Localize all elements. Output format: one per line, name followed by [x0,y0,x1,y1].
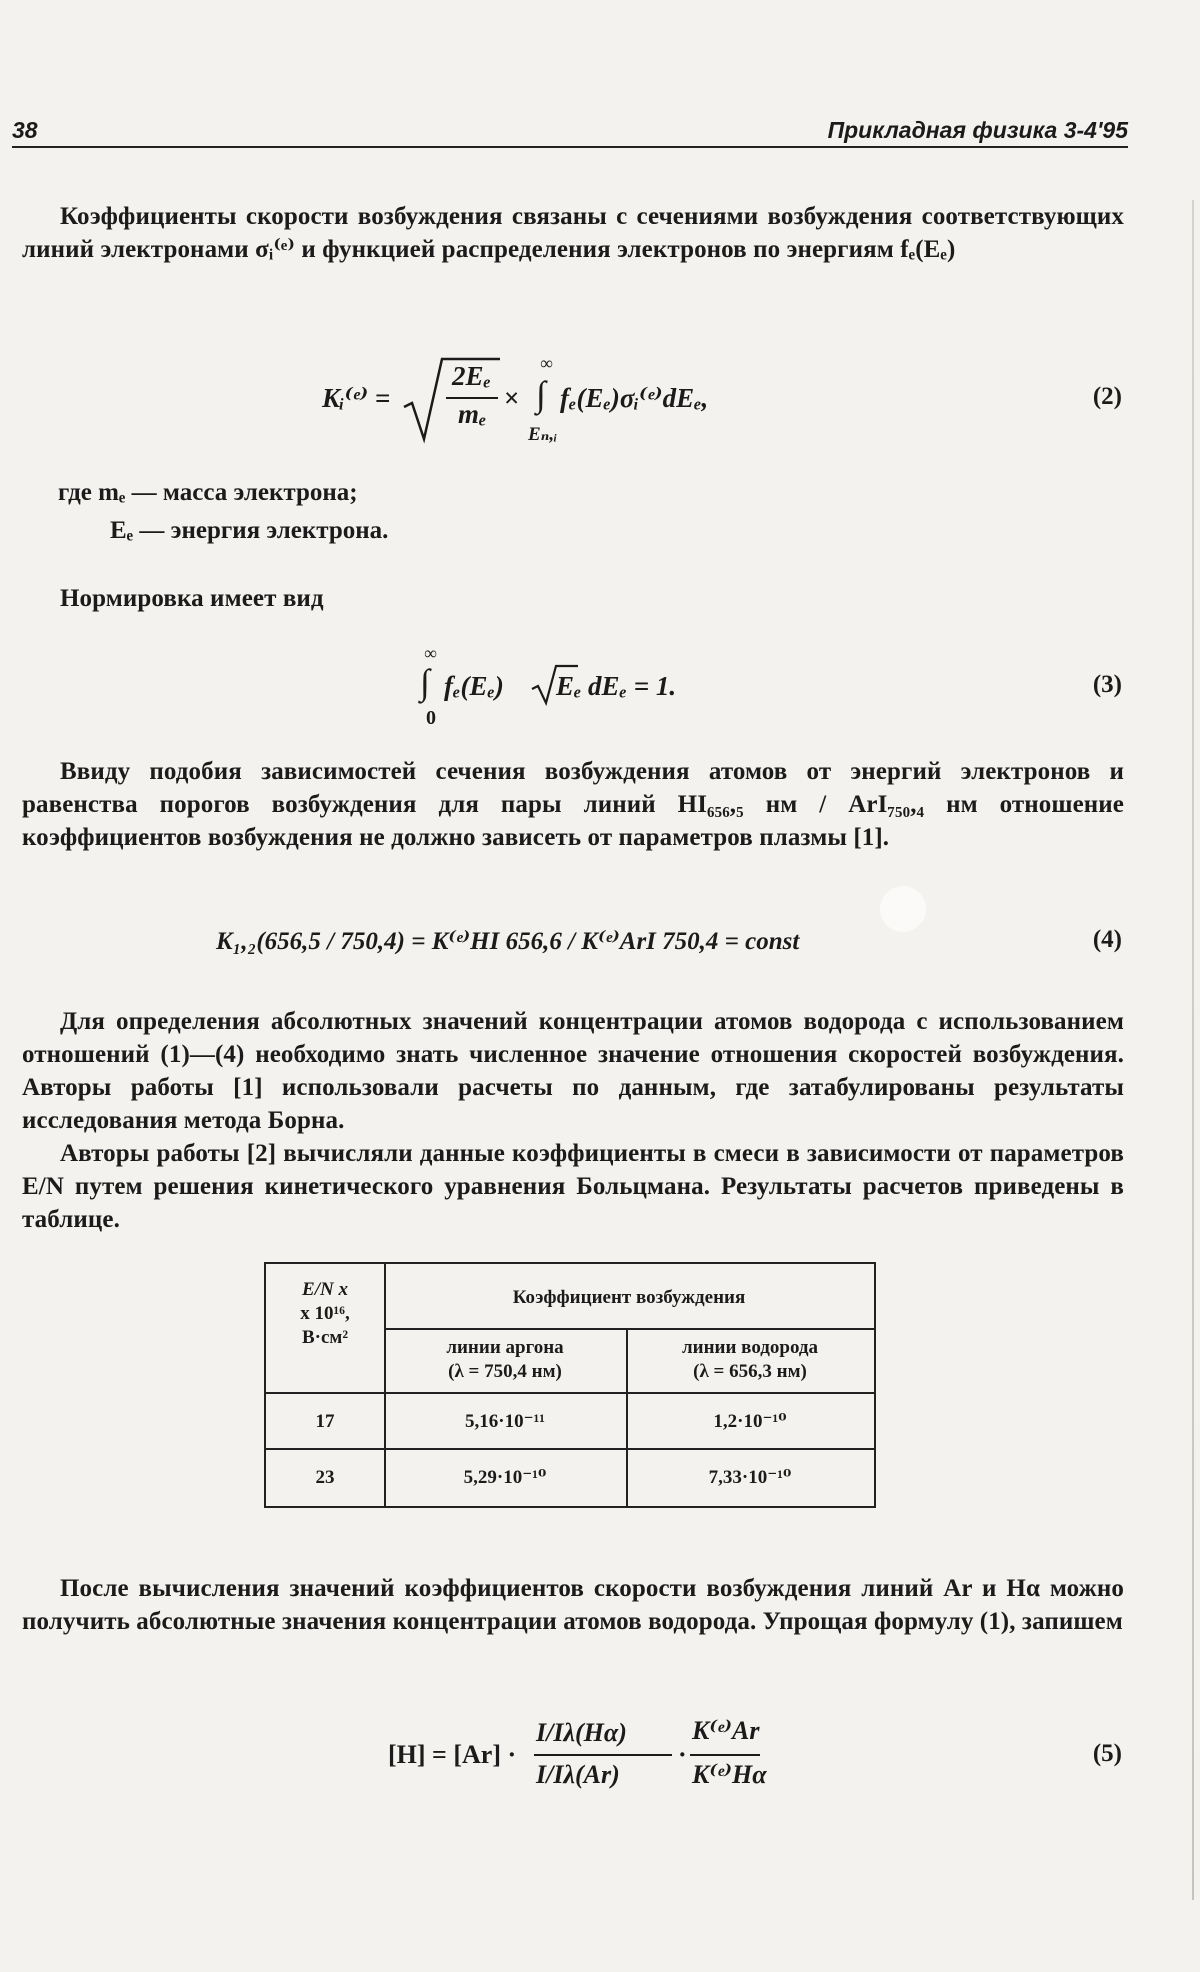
header-argon-line1: линии аргона [446,1337,564,1358]
eq2-integral-sign: ∫ [536,374,546,414]
equation-3 [0,645,1200,735]
header-en-line2: x 10¹⁶, [300,1303,350,1324]
eq2-denominator: mₑ [458,399,487,429]
table-cell-en: 23 [315,1467,335,1488]
header-hydrogen-line2: (λ = 656,3 нм) [693,1361,807,1382]
definition-me: где mₑ — масса электрона; [58,479,358,506]
coefficients-table [264,1262,876,1508]
table-divider [266,1448,874,1450]
eq3-integrand: fₑ(Eₑ) [444,671,504,701]
eq4-expression: K₁,₂(656,5 / 750,4) = K⁽ᵉ⁾HI 656,6 / K⁽ᵉ⁾ArI 750,4 = const [216,928,800,955]
eq3-integral-sign: ∫ [420,662,430,702]
eq3-radicand: Eₑ [556,671,582,701]
definition-ee: Eₑ — энергия электрона. [110,517,389,544]
eq5-lhs: [H] = [Ar] · [388,1740,517,1769]
definitions [58,474,388,550]
eq3-lower-limit: 0 [426,707,436,729]
eq5-frac2-numerator: K⁽ᵉ⁾Ar [692,1716,760,1745]
eq5-fraction-bar [690,1754,760,1756]
table-cell-en: 17 [315,1411,335,1432]
header-hydrogen-line1: линии водорода [681,1337,819,1358]
equation-5 [0,1710,1200,1810]
table-cell-argon: 5,16·10⁻¹¹ [464,1411,545,1432]
eq2-number: (2) [1092,383,1122,410]
eq2-integrand: fₑ(Eₑ)σᵢ⁽ᵉ⁾dEₑ, [560,383,709,413]
eq5-frac1-denominator: I/Iλ(Ar) [536,1760,620,1789]
group-header: Коэффициент возбуждения [512,1287,746,1308]
table-cell-hydrogen: 7,33·10⁻¹⁰ [708,1467,792,1488]
journal-title: Прикладная физика 3-4'95 [827,117,1128,143]
header-en-line3: В·см² [301,1327,349,1348]
eq2-numerator: 2Eₑ [452,361,491,391]
paragraph-2: Нормировка имеет вид [60,585,324,612]
header-en-line1: E/N x [302,1279,348,1300]
eq3-number: (3) [1092,671,1122,698]
eq2-times: × [504,383,520,413]
running-header [12,112,1128,148]
paragraph-6: После вычисления значений коэффициентов скорости возбуждения линий Ar и Hα можно получить абсолютные значения концентрации атомов водорода. Упрощая формулу (1), запишем [22,1575,1124,1635]
paragraph-1: Коэффициенты скорости возбуждения связаны с сечениями возбуждения соответствующих линий электронами σᵢ⁽ᵉ⁾ и функцией распределения электронов по энергиям fₑ(Eₑ) [22,203,1124,263]
eq5-frac2-denominator: K⁽ᵉ⁾Hα [692,1760,767,1789]
table-cell-argon: 5,29·10⁻¹⁰ [463,1467,547,1488]
eq5-dot: · [678,1740,687,1769]
table-cell-hydrogen: 1,2·10⁻¹⁰ [713,1411,787,1432]
eq2-lhs: Kᵢ⁽ᵉ⁾ = [322,383,391,413]
table-divider [266,1392,874,1394]
eq2-lower-limit: Eₙ,ᵢ [528,424,558,445]
paragraph-5: Авторы работы [2] вычисляли данные коэффициенты в смеси в зависимости от параметров E/N путем решения кинетического уравнения Больцмана. Результаты расчетов приведены в таблице. [22,1140,1124,1233]
header-argon-line2: (λ = 750,4 нм) [448,1361,562,1382]
paragraph-4: Для определения абсолютных значений концентрации атомов водорода с использованием отношений (1)—(4) необходимо знать численное значение отношения скоростей возбуждения. Авторы работы [1] использовали расчеты по данным, где затабулированы результаты исследования метода Борна. [22,1008,1124,1134]
eq4-number: (4) [1092,926,1122,953]
eq5-frac1-numerator: I/Iλ(Hα) [536,1718,627,1747]
equation-4 [0,926,1200,966]
page-number: 38 [12,117,38,143]
eq5-number: (5) [1092,1740,1122,1767]
eq3-upper-limit: ∞ [424,643,437,663]
paragraph-3: Ввиду подобия зависимостей сечения возбуждения атомов от энергий электронов и равенства порогов возбуждения для пары линий HI₆₅₆,₅ нм / ArI₇₅₀,₄ нм отношение коэффициентов возбуждения не должно зависеть от параметров плазмы [1]. [22,758,1124,851]
eq5-fraction-bar [534,1754,672,1756]
eq2-upper-limit: ∞ [540,353,553,373]
eq3-rest: dEₑ = 1. [588,671,677,701]
equation-2 [0,355,1200,465]
table-divider [384,1328,874,1330]
